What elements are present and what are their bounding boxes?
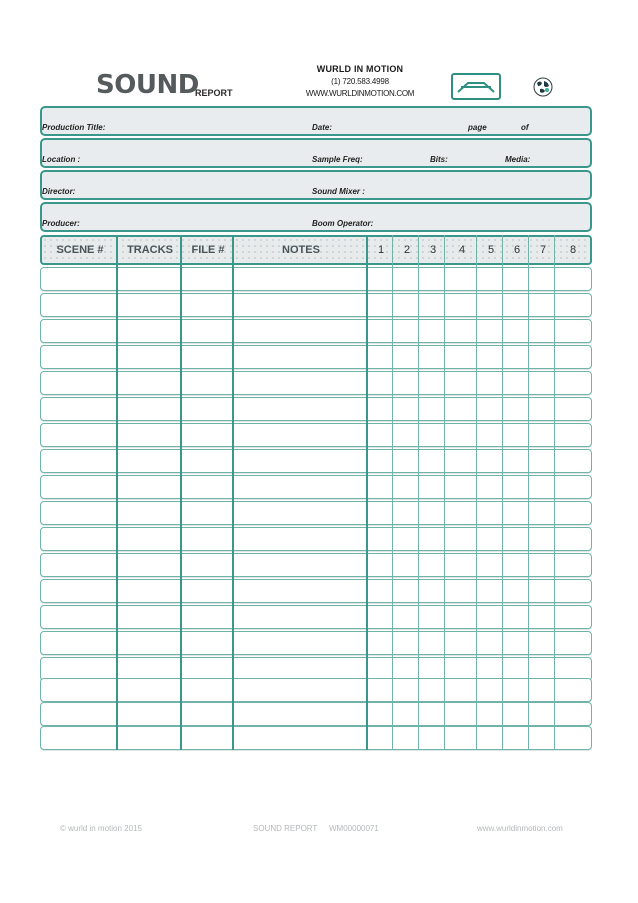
report-title: SOUND	[96, 70, 199, 100]
table-row[interactable]	[40, 678, 592, 702]
logo-icon	[451, 73, 501, 100]
column-divider	[528, 235, 529, 750]
table-row[interactable]	[40, 631, 592, 655]
column-divider	[180, 235, 182, 750]
column-divider	[392, 235, 393, 750]
column-divider	[116, 235, 118, 750]
field-row-director[interactable]	[40, 170, 592, 200]
column-divider	[418, 235, 419, 750]
sample-freq-label: Sample Freq:	[312, 155, 363, 164]
table-row[interactable]	[40, 293, 592, 317]
track-number-header: 3	[429, 244, 437, 256]
footer-doc-code: WM00000071	[329, 824, 379, 833]
track-number-header: 5	[487, 244, 495, 256]
column-divider	[502, 235, 503, 750]
bits-label: Bits:	[430, 155, 448, 164]
table-row[interactable]	[40, 449, 592, 473]
company-website: WWW.WURLDINMOTION.COM	[305, 89, 415, 98]
column-header-tracks: TRACKS	[127, 244, 173, 256]
company-name: WURLD IN MOTION	[316, 64, 404, 74]
column-divider	[366, 235, 368, 750]
table-row[interactable]	[40, 267, 592, 291]
track-number-header: 4	[458, 244, 466, 256]
track-number-header: 7	[539, 244, 547, 256]
column-divider	[554, 235, 555, 750]
table-row[interactable]	[40, 319, 592, 343]
track-number-header: 2	[403, 244, 411, 256]
footer-copyright: © wurld in motion 2015	[60, 824, 142, 833]
boom-operator-label: Boom Operator:	[312, 219, 374, 228]
table-row[interactable]	[40, 501, 592, 525]
location-label: Location :	[42, 155, 81, 164]
date-label: Date:	[312, 123, 333, 132]
column-header-scene: SCENE #	[56, 244, 104, 256]
track-number-header: 6	[513, 244, 521, 256]
table-row[interactable]	[40, 423, 592, 447]
footer-doc-name: SOUND REPORT	[253, 824, 318, 833]
field-row-location[interactable]	[40, 138, 592, 168]
table-row[interactable]	[40, 553, 592, 577]
producer-label: Producer:	[42, 219, 80, 228]
table-row[interactable]	[40, 371, 592, 395]
table-row[interactable]	[40, 579, 592, 603]
of-label: of	[521, 123, 529, 132]
track-number-header: 1	[377, 244, 385, 256]
table-row[interactable]	[40, 605, 592, 629]
table-row[interactable]	[40, 345, 592, 369]
footer-website: www.wurldinmotion.com	[477, 824, 563, 833]
sound-mixer-label: Sound Mixer :	[312, 187, 365, 196]
table-row[interactable]	[40, 397, 592, 421]
media-label: Media:	[505, 155, 531, 164]
track-number-header: 8	[569, 244, 577, 256]
column-divider	[232, 235, 234, 750]
report-subtitle: REPORT	[195, 88, 233, 98]
column-header-notes: NOTES	[282, 244, 320, 256]
column-divider	[476, 235, 477, 750]
globe-icon	[532, 76, 554, 98]
column-header-file: FILE #	[191, 244, 225, 256]
field-row-producer[interactable]	[40, 202, 592, 232]
table-row[interactable]	[40, 726, 592, 750]
table-row[interactable]	[40, 702, 592, 726]
company-phone: (1) 720.583.4998	[331, 77, 389, 86]
field-row-production[interactable]	[40, 106, 592, 136]
production-title-label: Production Title:	[42, 123, 106, 132]
table-header	[40, 235, 592, 265]
table-row[interactable]	[40, 475, 592, 499]
column-divider	[444, 235, 445, 750]
page-label: page	[468, 123, 487, 132]
table-row[interactable]	[40, 527, 592, 551]
director-label: Director:	[42, 187, 76, 196]
